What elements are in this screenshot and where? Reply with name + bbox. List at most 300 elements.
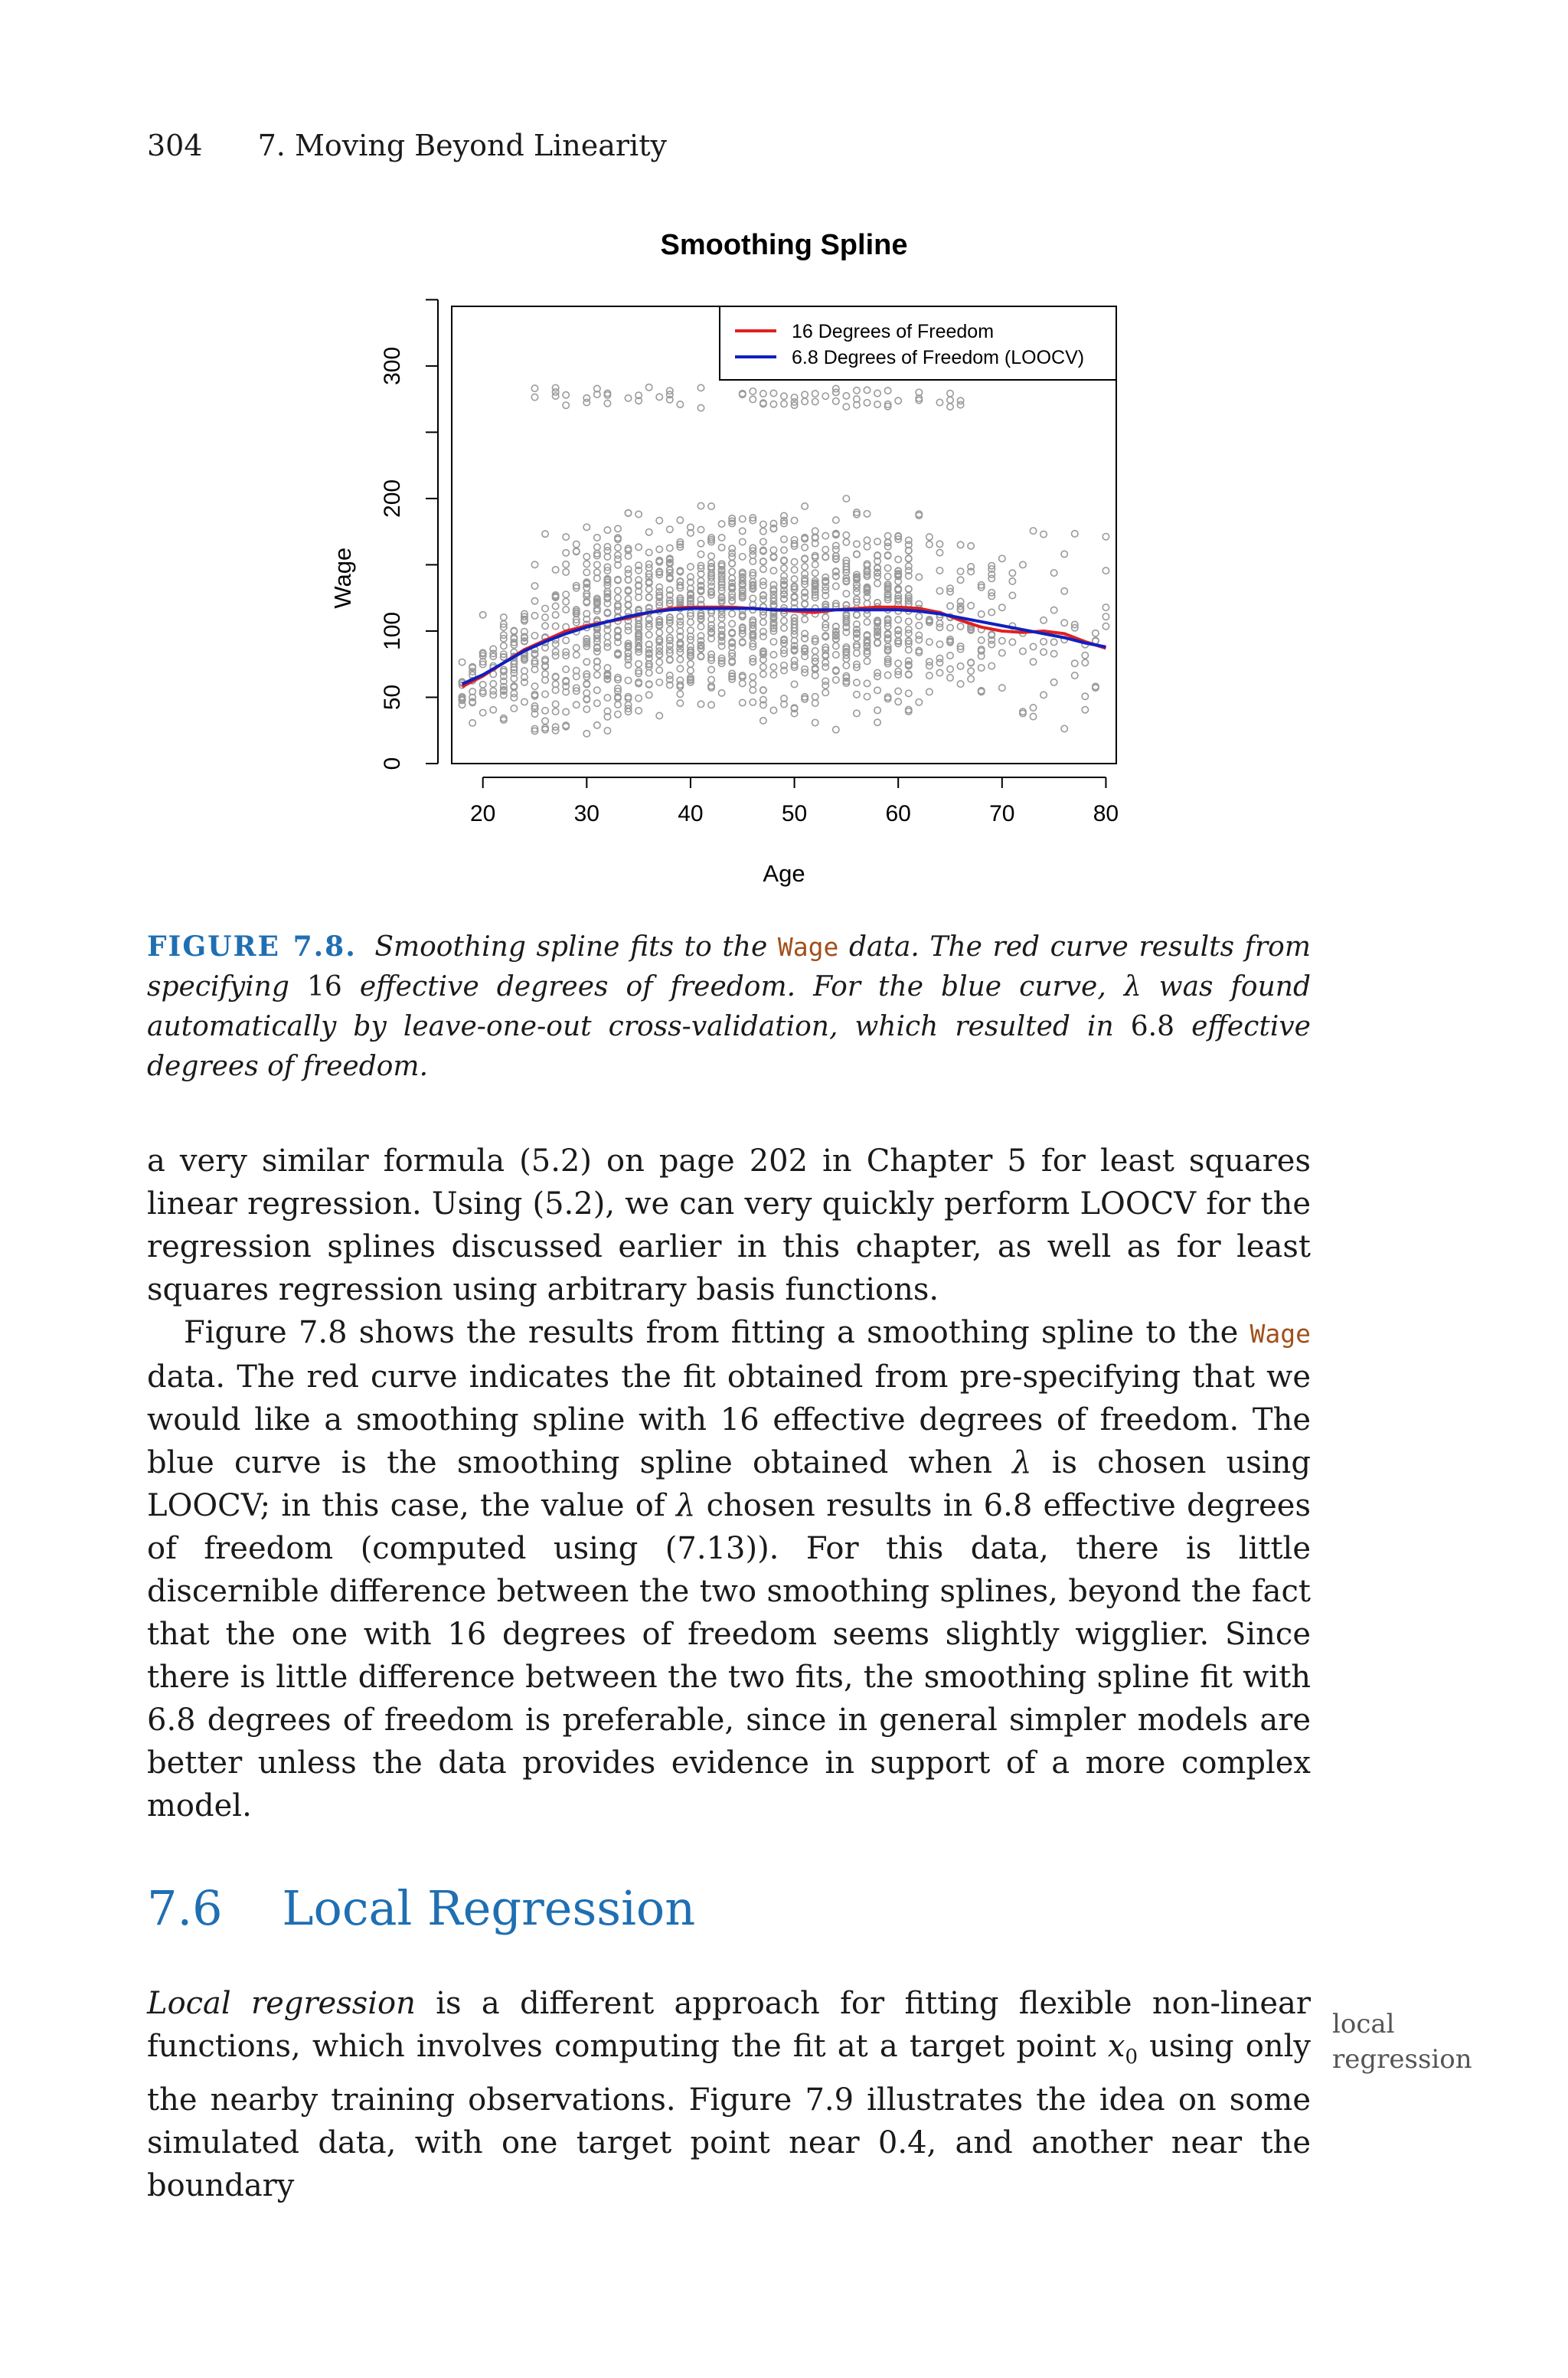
data-point	[874, 401, 880, 407]
data-point	[573, 702, 580, 708]
data-point	[1040, 531, 1047, 537]
data-point	[822, 689, 828, 695]
data-point	[968, 675, 974, 682]
data-point	[854, 679, 860, 685]
data-point	[531, 683, 537, 689]
data-point	[615, 711, 621, 718]
data-point	[594, 687, 600, 693]
data-point	[1050, 650, 1057, 656]
data-point	[531, 613, 537, 619]
caption-text: effective degrees of freedom.	[147, 1011, 1311, 1082]
data-point	[884, 672, 890, 678]
data-point	[760, 391, 766, 397]
data-point	[864, 600, 870, 607]
data-point	[781, 512, 787, 518]
data-point	[770, 390, 776, 396]
data-point	[1102, 533, 1109, 539]
data-point	[957, 663, 963, 669]
data-point	[864, 658, 870, 664]
data-point	[895, 698, 901, 705]
section-title: Local Regression	[282, 1880, 696, 1936]
data-point	[833, 677, 839, 683]
data-point	[936, 568, 942, 574]
data-point	[812, 398, 818, 404]
data-point	[864, 400, 870, 406]
data-point	[708, 666, 714, 672]
data-point	[708, 702, 714, 708]
data-point	[812, 561, 818, 568]
data-point	[968, 668, 974, 674]
data-point	[740, 554, 746, 560]
data-point	[1082, 659, 1088, 666]
data-point	[677, 691, 683, 697]
figure-label: FIGURE 7.8.	[147, 931, 357, 963]
data-point	[604, 554, 610, 560]
data-point	[895, 397, 901, 404]
data-point	[688, 619, 694, 625]
data-point	[936, 641, 942, 647]
data-point	[1050, 679, 1057, 685]
data-point	[760, 528, 766, 535]
data-point	[563, 598, 569, 604]
data-point	[750, 681, 756, 687]
data-point	[740, 538, 746, 545]
data-point	[999, 649, 1005, 656]
data-point	[645, 549, 652, 555]
data-point	[521, 698, 528, 705]
data-point	[791, 567, 797, 573]
data-point	[802, 398, 808, 404]
data-point	[604, 633, 610, 639]
y-tick-label: 200	[380, 479, 405, 518]
data-point	[740, 528, 746, 534]
data-point	[750, 558, 756, 564]
data-point	[490, 681, 496, 687]
data-point	[864, 544, 870, 550]
data-point	[1020, 561, 1026, 568]
figure-caption	[147, 927, 1311, 1087]
data-point	[760, 664, 766, 670]
data-point	[563, 708, 569, 715]
data-point	[645, 632, 652, 638]
data-point	[770, 652, 776, 658]
data-point	[968, 543, 974, 549]
data-point	[688, 661, 694, 667]
data-point	[999, 555, 1005, 561]
data-point	[906, 646, 912, 653]
data-point	[531, 394, 537, 400]
x-tick-label: 40	[678, 801, 704, 826]
data-point	[760, 687, 766, 693]
chapter-title: 7. Moving Beyond Linearity	[257, 129, 667, 162]
data-point	[573, 645, 580, 651]
paragraph-text: is a different approach for fitting flexible non-linear functions, which involves computing the fit at a target point	[147, 1986, 1311, 2064]
data-point	[957, 577, 963, 583]
data-point	[1082, 653, 1088, 659]
data-point	[884, 388, 890, 394]
data-point	[635, 544, 642, 550]
data-point	[625, 577, 631, 583]
data-point	[895, 556, 901, 562]
data-point	[957, 681, 963, 687]
data-point	[490, 688, 496, 694]
data-point	[926, 689, 933, 695]
data-point	[594, 722, 600, 728]
data-point	[469, 720, 475, 726]
data-point	[957, 568, 963, 574]
data-point	[750, 595, 756, 601]
data-point	[770, 581, 776, 587]
data-point	[843, 404, 849, 410]
data-point	[615, 525, 621, 532]
data-point	[988, 609, 995, 615]
data-point	[916, 632, 922, 638]
data-point	[563, 402, 569, 408]
data-point	[625, 510, 631, 516]
legend-box	[720, 306, 1116, 380]
data-point	[583, 561, 590, 567]
data-point	[843, 539, 849, 545]
data-point	[697, 541, 704, 547]
data-point	[645, 529, 652, 535]
data-point	[677, 700, 683, 706]
data-point	[542, 614, 548, 620]
data-point	[1030, 528, 1036, 534]
data-point	[843, 393, 849, 399]
data-point	[822, 532, 828, 538]
data-point	[750, 687, 756, 693]
x-tick-label: 60	[885, 801, 911, 826]
data-point	[884, 533, 890, 539]
data-point	[740, 699, 746, 705]
data-point	[615, 552, 621, 558]
data-point	[781, 573, 787, 579]
data-point	[667, 626, 673, 633]
data-point	[697, 701, 704, 707]
data-point	[895, 660, 901, 666]
data-point	[926, 534, 933, 540]
data-point	[760, 619, 766, 625]
data-point	[729, 610, 735, 617]
y-tick-label: 300	[380, 346, 405, 385]
data-point	[760, 538, 766, 545]
data-point	[625, 395, 631, 401]
data-point	[906, 690, 912, 696]
data-point	[1009, 570, 1015, 576]
data-point	[854, 388, 860, 394]
data-point	[563, 569, 569, 575]
data-point	[906, 537, 912, 543]
data-point	[1072, 672, 1078, 679]
data-point	[947, 624, 953, 630]
x-tick-label: 50	[781, 801, 808, 826]
data-point	[656, 667, 662, 673]
data-point	[947, 404, 953, 410]
data-point	[511, 705, 517, 711]
data-point	[770, 664, 776, 670]
data-point	[656, 659, 662, 665]
caption-lambda: λ	[1123, 971, 1142, 1003]
data-point	[552, 384, 558, 391]
data-point	[1102, 623, 1109, 630]
paragraph-2	[147, 1311, 1311, 1827]
data-point	[542, 605, 548, 611]
data-point	[947, 603, 953, 609]
data-point	[926, 672, 933, 679]
data-point	[843, 662, 849, 669]
data-point	[833, 726, 839, 732]
caption-text: was found automatically by leave-one-out cross-validation, which resulted in	[147, 971, 1311, 1042]
data-point	[531, 598, 537, 604]
data-point	[697, 502, 704, 509]
data-point	[656, 517, 662, 523]
data-point	[854, 551, 860, 557]
data-point	[760, 671, 766, 677]
data-point	[843, 590, 849, 597]
data-point	[999, 685, 1005, 691]
data-point	[479, 612, 485, 618]
data-point	[947, 397, 953, 403]
data-point	[677, 401, 683, 407]
data-point	[656, 546, 662, 552]
data-point	[479, 709, 485, 715]
data-point	[552, 623, 558, 629]
data-point	[791, 576, 797, 582]
data-point	[833, 643, 839, 649]
data-point	[895, 617, 901, 623]
data-point	[1040, 639, 1047, 645]
data-point	[936, 655, 942, 661]
data-point	[677, 666, 683, 672]
data-point	[511, 695, 517, 701]
margin-note-line: local	[1332, 2009, 1395, 2039]
data-point	[906, 618, 912, 624]
data-point	[1030, 643, 1036, 649]
data-point	[750, 388, 756, 394]
data-point	[635, 511, 642, 517]
data-point	[688, 564, 694, 570]
data-point	[1030, 705, 1036, 711]
data-point	[812, 719, 818, 725]
data-point	[770, 707, 776, 713]
data-point	[936, 399, 942, 405]
data-point	[656, 679, 662, 685]
data-point	[542, 623, 548, 629]
data-point	[1082, 707, 1088, 713]
data-point	[854, 692, 860, 698]
x-tick-label: 20	[470, 801, 496, 826]
data-point	[770, 401, 776, 407]
data-point	[583, 399, 590, 405]
data-point	[583, 659, 590, 665]
data-point	[854, 589, 860, 595]
data-point	[781, 617, 787, 623]
math-x: x	[1107, 2029, 1125, 2064]
data-point	[1072, 531, 1078, 537]
data-point	[615, 702, 621, 708]
data-point	[552, 653, 558, 659]
data-point	[542, 708, 548, 714]
data-point	[864, 537, 870, 543]
data-point	[812, 391, 818, 397]
caption-number: 16	[306, 971, 342, 1003]
data-point	[594, 561, 600, 568]
data-point	[833, 398, 839, 404]
data-point	[677, 656, 683, 662]
data-point	[936, 620, 942, 626]
data-point	[583, 524, 590, 530]
data-point	[729, 575, 735, 581]
data-point	[926, 541, 933, 548]
x-tick-label: 30	[573, 801, 599, 826]
data-point	[822, 614, 828, 620]
data-point	[708, 503, 714, 509]
data-point	[833, 542, 839, 548]
data-point	[552, 567, 558, 573]
data-point	[926, 659, 933, 665]
data-point	[864, 619, 870, 625]
data-point	[802, 564, 808, 570]
data-point	[812, 570, 818, 576]
data-point	[978, 637, 984, 643]
body-text	[147, 1140, 1311, 1827]
data-point	[947, 675, 953, 681]
data-point	[884, 565, 890, 571]
term-local-regression: Local regression	[147, 1986, 416, 2021]
data-point	[802, 503, 808, 509]
data-point	[625, 566, 631, 572]
data-point	[542, 718, 548, 724]
data-point	[978, 611, 984, 617]
data-point	[615, 587, 621, 594]
data-point	[573, 652, 580, 658]
data-point	[874, 687, 880, 693]
data-point	[635, 695, 642, 702]
data-point	[750, 396, 756, 402]
lambda-symbol: λ	[1012, 1445, 1032, 1480]
section-heading	[147, 1880, 695, 1936]
data-point	[854, 710, 860, 716]
data-point	[594, 672, 600, 678]
data-point	[770, 672, 776, 678]
data-point	[791, 537, 797, 543]
data-point	[583, 569, 590, 575]
data-point	[760, 558, 766, 564]
data-point	[791, 681, 797, 687]
data-point	[729, 620, 735, 626]
data-point	[563, 550, 569, 556]
data-point	[874, 390, 880, 396]
data-point	[1040, 692, 1047, 698]
data-point	[874, 707, 880, 713]
data-point	[718, 622, 724, 628]
data-point	[926, 639, 933, 645]
data-point	[552, 701, 558, 707]
data-point	[791, 558, 797, 564]
data-point	[864, 680, 870, 686]
data-point	[760, 521, 766, 527]
data-point	[645, 586, 652, 592]
data-point	[563, 591, 569, 597]
data-point	[521, 668, 528, 674]
data-point	[895, 688, 901, 694]
data-point	[1061, 551, 1067, 557]
caption-text: Smoothing spline fits to the	[374, 931, 768, 963]
caption-number: 6.8	[1130, 1011, 1175, 1042]
data-point	[563, 534, 569, 540]
data-point	[583, 554, 590, 560]
data-point	[542, 531, 548, 537]
paragraph-text: data. The red curve indicates the fit obtained from pre-specifying that we would like a smoothing spline with 16 effective degrees of freedom. The blue curve is the smoothing spline obtained when	[147, 1359, 1311, 1480]
data-point	[697, 551, 704, 557]
data-point	[833, 652, 839, 658]
data-point	[947, 653, 953, 659]
data-point	[802, 391, 808, 397]
data-point	[552, 603, 558, 609]
data-point	[1102, 604, 1109, 610]
data-point	[594, 535, 600, 541]
math-subscript: 0	[1125, 2046, 1138, 2069]
data-point	[645, 669, 652, 675]
data-point	[1020, 648, 1026, 654]
data-point	[864, 693, 870, 699]
data-point	[740, 680, 746, 686]
data-point	[874, 580, 880, 586]
data-point	[802, 545, 808, 551]
data-point	[822, 393, 828, 399]
paragraph-text: is chosen using LOOCV; in this case, the value of	[147, 1445, 1312, 1523]
data-point	[697, 526, 704, 532]
data-point	[697, 404, 704, 411]
data-point	[604, 644, 610, 650]
data-point	[916, 574, 922, 580]
margin-note-line: regression	[1332, 2044, 1472, 2075]
math-x0	[1107, 2029, 1138, 2069]
margin-note	[1332, 2007, 1472, 2077]
chart-title: Smoothing Spline	[660, 229, 908, 261]
data-point	[531, 633, 537, 639]
data-point	[615, 545, 621, 551]
y-tick-label: 0	[380, 757, 405, 770]
data-point	[718, 643, 724, 649]
data-point	[594, 544, 600, 550]
data-point	[552, 612, 558, 618]
data-point	[656, 630, 662, 636]
data-point	[718, 545, 724, 551]
data-point	[604, 544, 610, 550]
data-point	[916, 613, 922, 620]
data-point	[936, 669, 942, 675]
data-point	[1061, 725, 1067, 731]
data-point	[563, 607, 569, 613]
paragraph-3	[147, 1982, 1311, 2207]
data-point	[656, 712, 662, 718]
data-point	[760, 633, 766, 639]
caption-code-wage: Wage	[777, 932, 839, 962]
data-point	[604, 527, 610, 533]
data-point	[822, 682, 828, 689]
data-point	[947, 391, 953, 397]
smoothing-spline-figure	[306, 222, 1148, 896]
data-point	[812, 700, 818, 706]
y-tick-label: 50	[380, 684, 405, 711]
data-point	[583, 731, 590, 737]
data-point	[750, 674, 756, 680]
data-point	[791, 517, 797, 523]
y-tick-label: 100	[380, 611, 405, 650]
data-point	[501, 643, 507, 649]
data-point	[1040, 617, 1047, 623]
